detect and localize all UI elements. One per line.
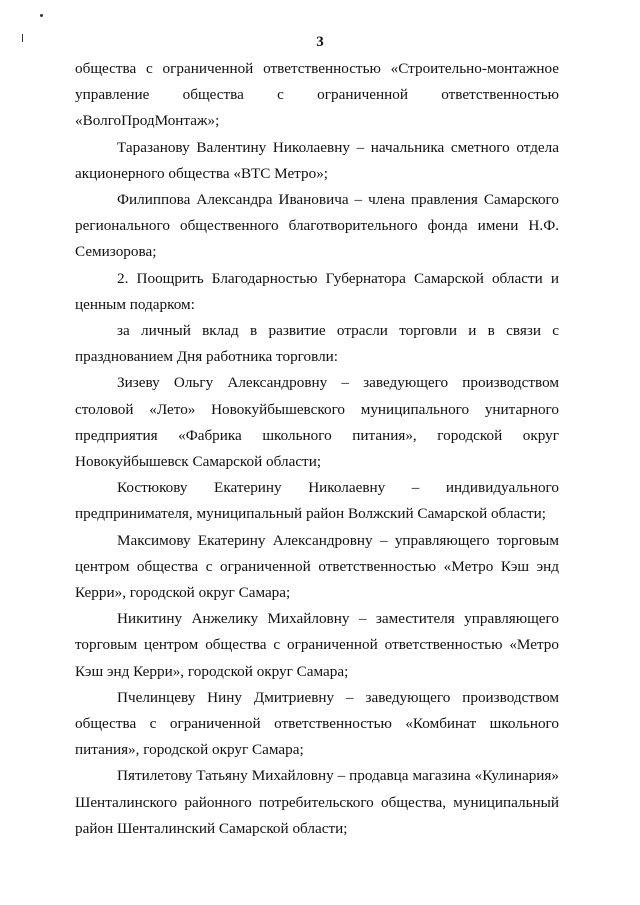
document-body	[75, 56, 559, 842]
scan-mark-dot	[40, 14, 43, 17]
paragraph-kostyukova: Костюкову Екатерину Николаевну – индивидуального предпринимателя, муниципальный район Волжский Самарской области;	[75, 479, 559, 523]
paragraph-section-2: 2. Поощрить Благодарностью Губернатора Самарской области и ценным подарком:	[75, 269, 559, 313]
paragraph-continuation: общества с ограниченной ответственностью «Строительно-монтажное управление общества с ограниченной ответственностью «ВолгоПродМонтаж»;	[75, 60, 559, 130]
paragraph-maksimova: Максимову Екатерину Александровну – управляющего торговым центром общества с ограниченной ответственностью «Метро Кэш энд Керри», городской округ Самара;	[75, 531, 559, 602]
paragraph-reason: за личный вклад в развитие отрасли торговли и в связи с празднованием Дня работника торговли:	[75, 322, 559, 366]
paragraph-pyatiletova: Пятилетову Татьяну Михайловну – продавца магазина «Кулинария» Шенталинского районного потребительского общества, муниципальный район Шенталинский Самарской области;	[75, 767, 559, 837]
page-number: 3	[316, 34, 324, 50]
paragraph-pchelintseva: Пчелинцеву Нину Дмитриевну – заведующего производством общества с ограниченной ответственностью «Комбинат школьного питания», городской округ Самара;	[75, 688, 559, 759]
paragraph-tarazanova: Таразанову Валентину Николаевну – начальника сметного отдела акционерного общества «ВТС Метро»;	[75, 138, 559, 182]
paragraph-nikitina: Никитину Анжелику Михайловну – заместителя управляющего торговым центром общества с ограниченной ответственностью «Метро Кэш энд Керри», городской округ Самара;	[75, 610, 559, 680]
paragraph-filippov: Филиппова Александра Ивановича – члена правления Самарского регионального общественного благотворительного фонда имени Н.Ф. Семизорова;	[75, 191, 559, 261]
paragraph-ziseva: Зизеву Ольгу Александровну – заведующего производством столовой «Лето» Новокуйбышевского муниципального унитарного предприятия «Фабрика школьного питания», городской округ Новокуйбышевск Самарской области;	[75, 374, 559, 471]
